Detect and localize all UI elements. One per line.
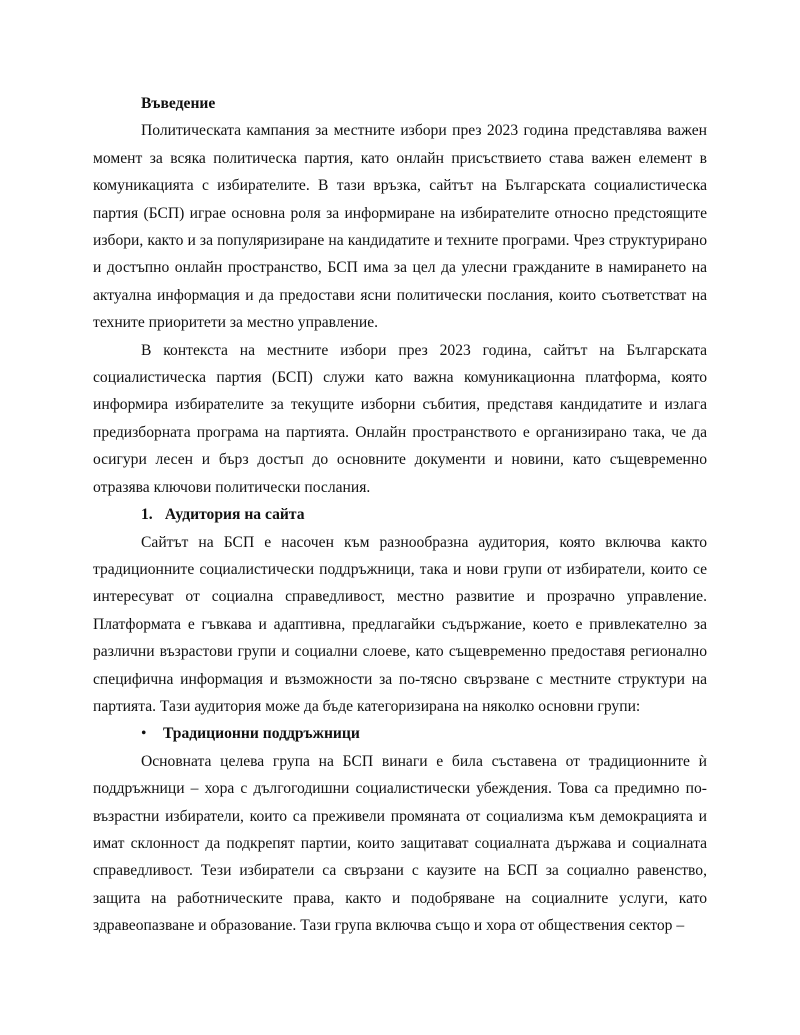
intro-heading: Въведение xyxy=(141,95,216,112)
bullet-title: Традиционни поддръжници xyxy=(163,725,360,743)
section-1-title: Аудитория на сайта xyxy=(164,506,305,524)
intro-paragraph-1: Политическата кампания за местните избори през 2023 година представлява важен момент за всяка политическа партия, като онлайн присъствието става важен елемент в комуникацията с избирателите. В тази връзка, сайтът на Българската социалистическа партия (БСП) играе основна роля за информиране на избирателите относно предстоящите избори, както и за популяризиране на кандидатите и техните програми. Чрез структурирано и достъпно онлайн пространство, БСП има за цел да улесни гражданите в намирането на актуална информация и да предостави ясни политически послания, които съответстват на техните приоритети за местно управление. xyxy=(93,122,707,332)
section-1-paragraph: Сайтът на БСП е насочен към разнообразна аудитория, която включва както традиционните социалистически поддръжници, така и нови групи от избиратели, които се интересуват от социална справедливост, местно развитие и прозрачно управление. Платформата е гъвкава и адаптивна, предлагайки съдържание, което е привлекателно за различни възрастови групи и социални слоеве, като същевременно предоставя регионално специфична информация и възможности за по-тясно свързване с местните структури на партията. Тази аудитория може да бъде категоризирана на няколко основни групи: xyxy=(93,533,707,715)
section-1-number: 1. xyxy=(141,506,153,524)
intro-paragraph-2: В контекста на местните избори през 2023 година, сайтът на Българската социалистическа партия (БСП) служи като важна комуникационна платформа, която информира избирателите за текущите изборни събития, представя кандидатите и излага предизборната програма на партията. Онлайн пространството е организирано така, че да осигури лесен и бърз достъп до основните документи и новини, като същевременно отразява ключови политически послания. xyxy=(93,341,707,496)
bullet-icon: • xyxy=(141,725,147,743)
bullet-heading-traditional-supporters xyxy=(93,720,707,747)
section-1-heading xyxy=(93,501,707,528)
bullet-1-paragraph: Основната целева група на БСП винаги е била съставена от традиционните ѝ поддръжници – хора с дългогодишни социалистически убеждения. Това са предимно по-възрастни избиратели, които са преживели промяната от социализма към демокрацията и имат склонност да подкрепят партии, които защитават социалната държава и социалната справедливост. Тези избиратели са свързани с каузите на БСП за социално равенство, защита на работническите права, както и подобряване на социалните услуги, като здравеопазване и образование. Тази група включва също и хора от обществения сектор – xyxy=(93,752,707,935)
document-body xyxy=(93,90,707,940)
